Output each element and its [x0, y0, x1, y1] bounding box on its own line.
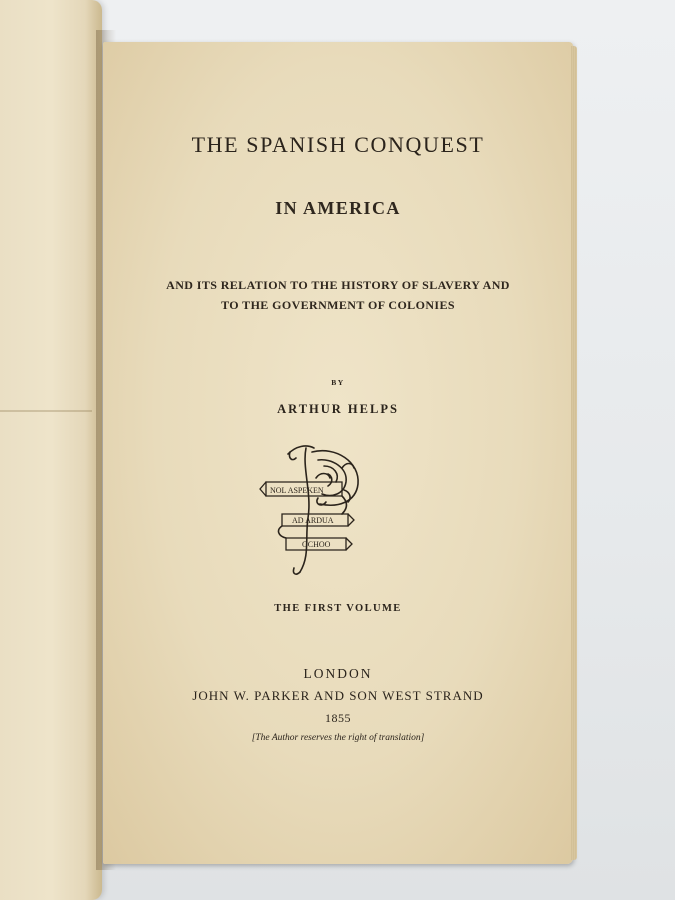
- subtitle-line-1: AND ITS RELATION TO THE HISTORY OF SLAVERY AND: [166, 278, 510, 292]
- by-label: BY: [331, 378, 345, 387]
- book-subtitle: IN AMERICA: [275, 198, 401, 218]
- left-page: [0, 0, 102, 900]
- translation-rights-notice: [The Author reserves the right of translation]: [251, 733, 425, 743]
- emblem-motto-3: OCHOO: [302, 540, 331, 549]
- left-page-fold: [0, 410, 92, 412]
- book-title: THE SPANISH CONQUEST: [191, 132, 485, 157]
- author-name: ARTHUR HELPS: [277, 402, 399, 416]
- emblem-motto-2: AD ARDUA: [292, 516, 334, 525]
- subtitle-line-2: TO THE GOVERNMENT OF COLONIES: [221, 298, 455, 312]
- emblem-motto-1: NOL ASPEKEN: [270, 486, 324, 495]
- imprint-city: LONDON: [303, 666, 373, 681]
- printers-device-emblem: [258, 438, 370, 578]
- imprint-publisher: JOHN W. PARKER AND SON WEST STRAND: [192, 688, 484, 703]
- volume-label: THE FIRST VOLUME: [274, 603, 402, 614]
- imprint-year: 1855: [325, 711, 351, 725]
